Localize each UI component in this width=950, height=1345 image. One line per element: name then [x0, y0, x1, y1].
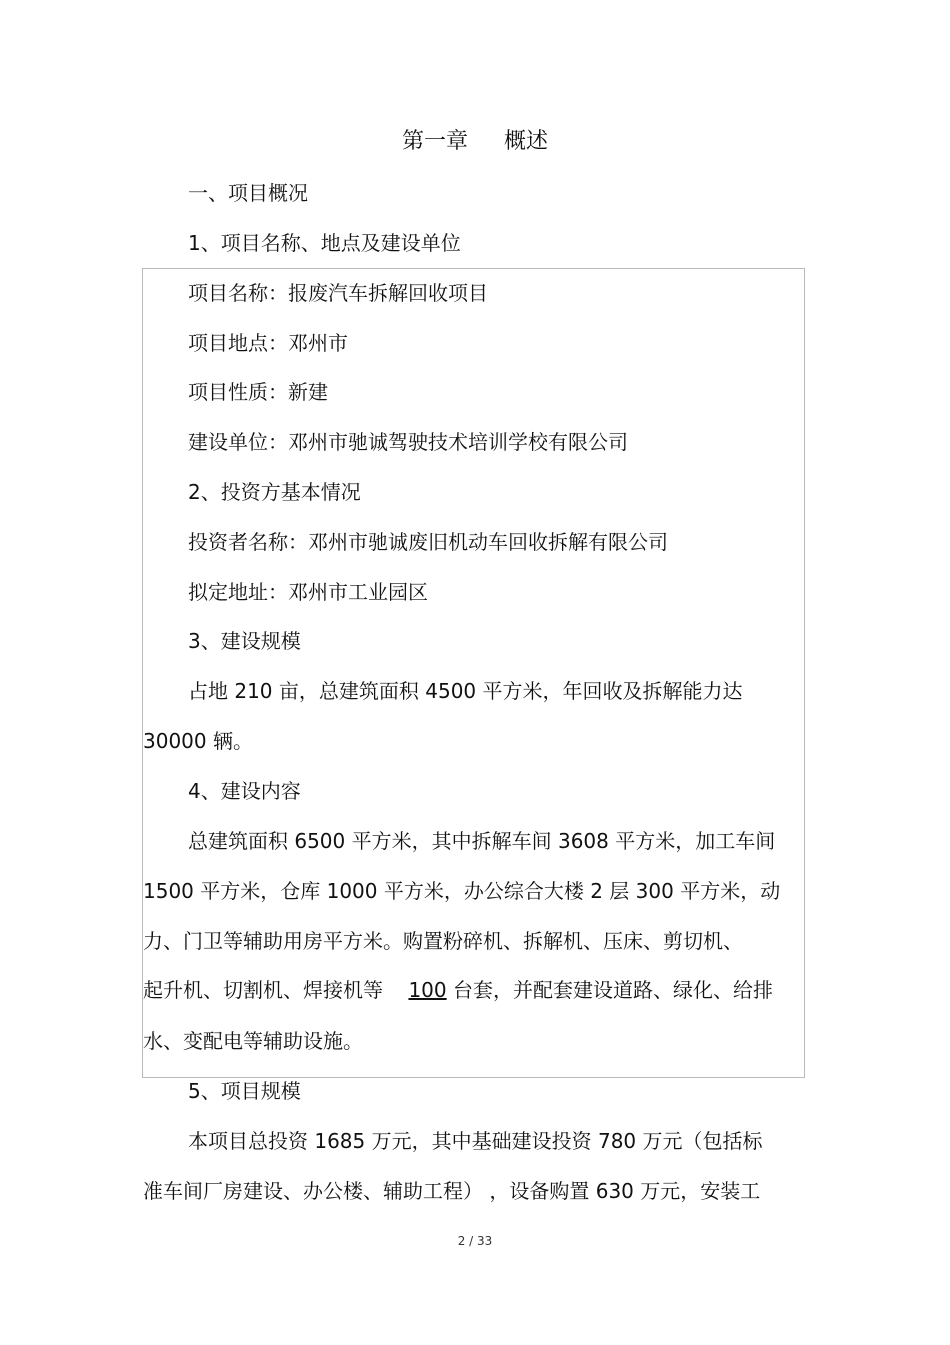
- content-line-3: 力、门卫等辅助用房平方米。购置粉碎机、拆解机、压床、剪切机、: [143, 929, 743, 953]
- content-line-2: 1500 平方米，仓库 1000 平方米，办公综合大楼 2 层 300 平方米，动: [143, 879, 781, 903]
- investor-address: 拟定地址：邓州市工业园区: [188, 580, 428, 604]
- scale-line-1: 占地 210 亩，总建筑面积 4500 平方米，年回收及拆解能力达: [188, 679, 743, 703]
- chapter-title: [0, 128, 950, 156]
- content-line-5: 水、变配电等辅助设施。: [143, 1029, 363, 1053]
- investment-line-1: 本项目总投资 1685 万元，其中基础建设投资 780 万元（包括标: [188, 1129, 763, 1153]
- content-line-4-prefix: 起升机、切割机、焊接机等: [143, 978, 409, 1002]
- investment-line-2: 准车间厂房建设、办公楼、辅助工程） ，设备购置 630 万元，安装工: [143, 1179, 761, 1203]
- project-builder: 建设单位：邓州市驰诚驾驶技术培训学校有限公司: [188, 430, 628, 454]
- content-line-1: 总建筑面积 6500 平方米，其中拆解车间 3608 平方米，加工车间: [188, 829, 776, 853]
- item-heading-3: 3、建设规模: [188, 629, 301, 653]
- project-name: 项目名称：报废汽车拆解回收项目: [188, 281, 488, 305]
- equipment-count: 100: [408, 978, 447, 1002]
- chapter-number: 第一章: [401, 129, 468, 154]
- investor-name: 投资者名称：邓州市驰诚废旧机动车回收拆解有限公司: [188, 530, 668, 554]
- content-line-4: [143, 977, 773, 1003]
- item-heading-5: 5、项目规模: [188, 1079, 301, 1103]
- content-line-4-suffix: 台套，并配套建设道路、绿化、给排: [446, 978, 773, 1002]
- project-location: 项目地点：邓州市: [188, 331, 348, 355]
- item-heading-1: 1、项目名称、地点及建设单位: [188, 231, 461, 255]
- item-heading-2: 2、投资方基本情况: [188, 480, 361, 504]
- section-heading-overview: 一、项目概况: [188, 181, 308, 205]
- page-number: 2 / 33: [457, 1234, 493, 1248]
- scale-line-2: 30000 辆。: [143, 729, 253, 753]
- item-heading-4: 4、建设内容: [188, 779, 301, 803]
- project-nature: 项目性质：新建: [188, 380, 328, 404]
- chapter-name: 概述: [504, 129, 549, 154]
